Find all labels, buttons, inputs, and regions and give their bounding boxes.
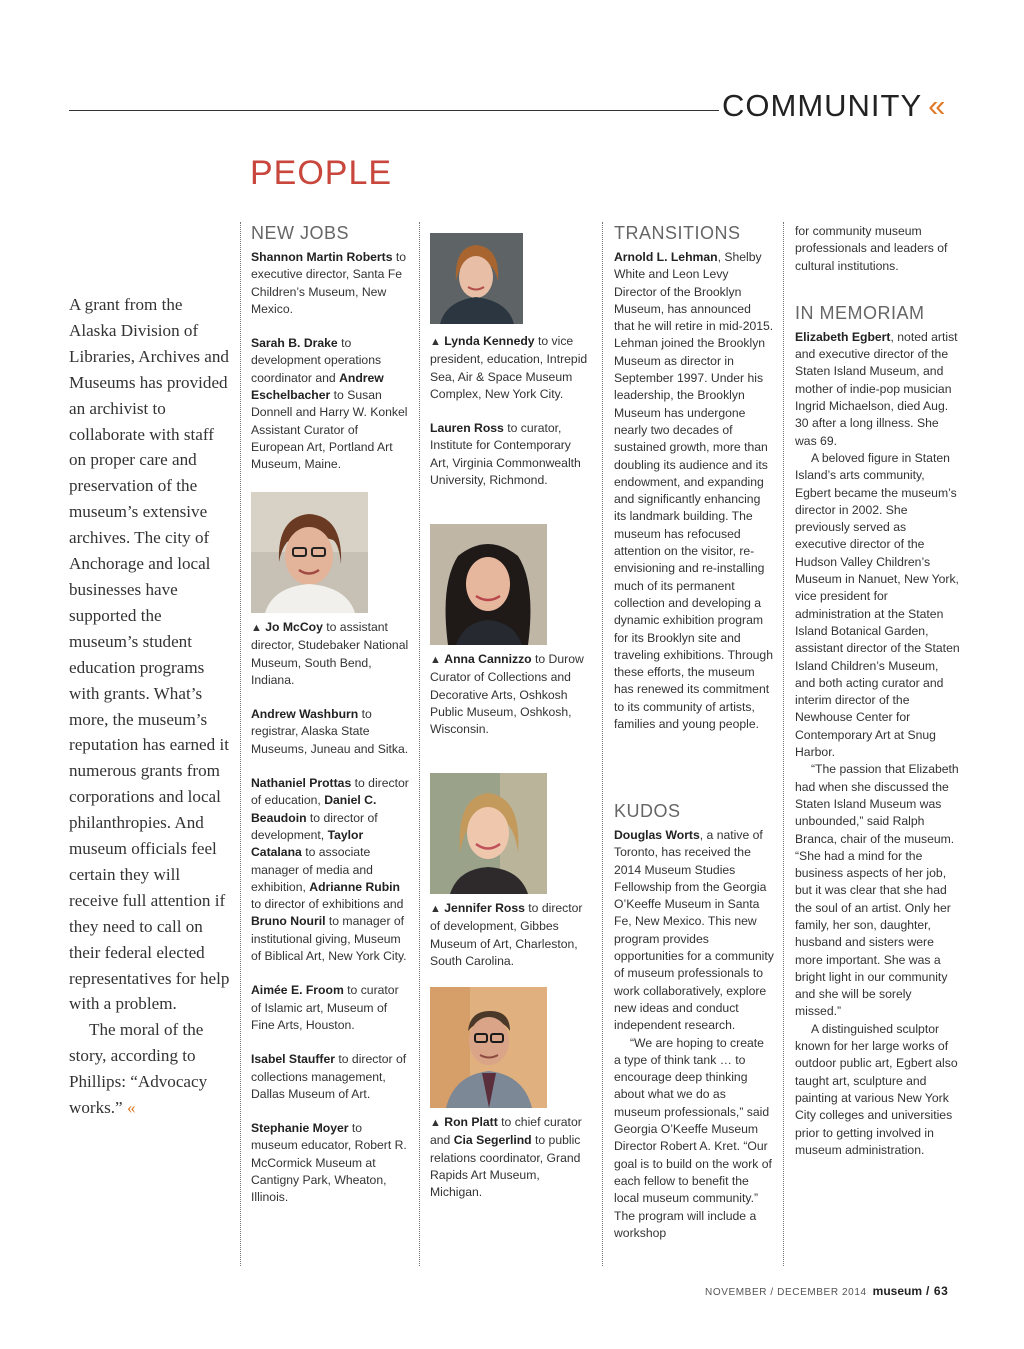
- people-entry: Aimée E. Froom to curator of Islamic art, Museum of Fine Arts, Houston.: [251, 983, 399, 1032]
- photo-ron-platt: [430, 987, 547, 1108]
- section-heading: NEW JOBS: [251, 223, 350, 243]
- column-divider: [602, 222, 603, 1266]
- column-divider: [419, 222, 420, 1266]
- header-rule: [69, 110, 719, 111]
- triangle-up-icon: ▲: [430, 654, 441, 666]
- people-entry: Andrew Washburn to registrar, Alaska State Museums, Juneau and Sitka.: [251, 707, 409, 756]
- col2-entries-d: [430, 1114, 592, 1218]
- magazine-name: museum: [872, 1284, 923, 1298]
- chevron-left-icon: «: [928, 88, 947, 123]
- kudos-column: [614, 801, 774, 1242]
- page-number: / 63: [926, 1284, 949, 1298]
- people-entry: Lauren Ross to curator, Institute for Contemporary Art, Virginia Commonwealth University, Richmond.: [430, 421, 581, 488]
- people-entry: Shannon Martin Roberts to executive director, Santa Fe Children’s Museum, New Mexico.: [251, 250, 407, 316]
- transitions-column: [614, 223, 774, 750]
- photo-jennifer-ross: [430, 773, 547, 894]
- page-title: PEOPLE: [250, 154, 393, 192]
- end-mark-icon: «: [126, 1098, 136, 1118]
- transition-entry: Arnold L. Lehman, Shelby White and Leon Levy Director of the Brooklyn Museum, has announced that he will retire in mid-2015. Lehman joined the Brooklyn Museum as director in September 1997. Under his leadership, the Brooklyn Museum has undergone nearly two decades of sustained growth, more than doubling its audience and its endowment, and expanding and significantly enhancing its landmark building. The museum has refocused attention on the visitor, re-envisioning and re-installing much of its permanent collection and developing a dynamic exhibition program for its Brooklyn site and traveling exhibitions. Through these efforts, the museum has renewed its commitment to its community of artists, families and young people.: [614, 250, 774, 732]
- col2-entries-b: [430, 651, 592, 755]
- memoriam-paragraph: Elizabeth Egbert, noted artist and executive director of the Staten Island Museum, and mother of indie-pop musician Ingrid Michaelson, died Aug. 30 after a long illness. She was 69.: [795, 329, 958, 448]
- people-entry: ▲ Jo McCoy to assistant director, Studebaker National Museum, South Bend, Indiana.: [251, 620, 409, 687]
- memoriam-column: [795, 223, 960, 1159]
- memoriam-paragraph: “The passion that Elizabeth had when she discussed the Staten Island Museum was unbounded,” said Ralph Branca, chair of the museum. “She had a mind for the business aspects of her job, but it was clear that she had the soul of an artist. Only her family, her son, daughter, husband and sisters were more important. She was a bright light in our community and she will be sorely missed.”: [795, 762, 959, 1019]
- section-heading: KUDOS: [614, 801, 681, 821]
- section-heading: TRANSITIONS: [614, 223, 741, 243]
- section-heading: IN MEMORIAM: [795, 302, 925, 323]
- people-entry: ▲ Lynda Kennedy to vice president, education, Intrepid Sea, Air & Space Museum Complex, New York City.: [430, 334, 588, 401]
- people-entry: ▲ Anna Cannizzo to Durow Curator of Collections and Decorative Arts, Oshkosh Public Museum, Oshkosh, Wisconsin.: [430, 652, 584, 737]
- memoriam-paragraph: A beloved figure in Staten Island’s arts community, Egbert became the museum’s director in 2002. She previously served as executive director of the Hudson Valley Children’s Museum in Nanuet, New York, vice president for administration at the Staten Island Botanical Garden, assistant director of the Staten Island Children’s Museum, and both acting curator and interim director of the Newhouse Center for Contemporary Art at Snug Harbor.: [795, 450, 960, 760]
- kudos-entry: Douglas Worts, a native of Toronto, has received the 2014 Museum Studies Fellowship from the Georgia O’Keeffe Museum in Santa Fe, New Mexico. This new program provides opportunities for a community of museum professionals to work collaboratively, explore new ideas and conduct independent research.: [614, 828, 774, 1033]
- continued-text: for community museum professionals and leaders of cultural institutions.: [795, 224, 948, 273]
- kudos-entry: “We are hoping to create a type of think tank … to encourage deep thinking about what we do as museum professionals,” said Georgia O’Keeffe Museum Director Robert A. Kret. “Our goal is to build on the work of each fellow to benefit the local museum community.” The program will include a workshop: [614, 1035, 772, 1240]
- section-label: COMMUNITY «: [722, 88, 947, 123]
- photo-anna-cannizzo: [430, 524, 547, 645]
- people-entry: Stephanie Moyer to museum educator, Robert R. McCormick Museum at Cantigny Park, Wheaton, Illinois.: [251, 1121, 407, 1205]
- people-entry: Isabel Stauffer to director of collections management, Dallas Museum of Art.: [251, 1052, 407, 1101]
- memoriam-paragraph: A distinguished sculptor known for her large works of outdoor public art, Egbert also taught art, sculpture and painting at various New York City colleges and universities prior to getting involved in museum administration.: [795, 1021, 958, 1157]
- intro-paragraph: A grant from the Alaska Division of Libraries, Archives and Museums has provided an archivist to collaborate with staff on proper care and preservation of the museum’s extensive archives. The city of Anchorage and local businesses have supported the museum’s student education programs with grants. What’s more, the museum’s reputation has earned it numerous grants from corporations and local philanthropies. And museum officials feel certain they will receive full attention if they need to call on their federal elected representatives for help with a problem.: [69, 295, 230, 1014]
- new-jobs-column-cont: [251, 619, 411, 1224]
- triangle-up-icon: ▲: [251, 622, 262, 634]
- page-footer: [705, 1284, 948, 1298]
- issue-date: NOVEMBER / DECEMBER 2014: [705, 1287, 867, 1298]
- triangle-up-icon: ▲: [430, 336, 441, 348]
- photo-lynda-kennedy: [430, 233, 523, 324]
- col2-entries-a: [430, 333, 592, 506]
- people-entry: Nathaniel Prottas to director of education, Daniel C. Beaudoin to director of development, Taylor Catalana to associate manager of media and exhibition, Adrianne Rubin to director of exhibitions and Bruno Nouril to manager of institutional giving, Museum of Biblical Art, New York City.: [251, 776, 409, 964]
- triangle-up-icon: ▲: [430, 1117, 441, 1129]
- triangle-up-icon: ▲: [430, 903, 441, 915]
- new-jobs-column: [251, 223, 411, 491]
- people-entry: ▲ Ron Platt to chief curator and Cia Segerlind to public relations coordinator, Grand Rapids Art Museum, Michigan.: [430, 1115, 582, 1200]
- column-divider: [783, 222, 784, 1266]
- photo-jo-mccoy: [251, 492, 368, 613]
- people-entry: Sarah B. Drake to development operations coordinator and Andrew Eschelbacher to Susan Donnell and Harry W. Konkel Assistant Curator of European Art, Portland Art Museum, Maine.: [251, 336, 408, 472]
- column-divider: [240, 222, 241, 1266]
- col2-entries-c: [430, 900, 592, 987]
- intro-paragraph: The moral of the story, according to Phillips: “Advocacy works.” «: [69, 1020, 208, 1118]
- people-entry: ▲ Jennifer Ross to director of development, Gibbes Museum of Art, Charleston, South Carolina.: [430, 901, 583, 968]
- intro-text: [69, 292, 233, 1121]
